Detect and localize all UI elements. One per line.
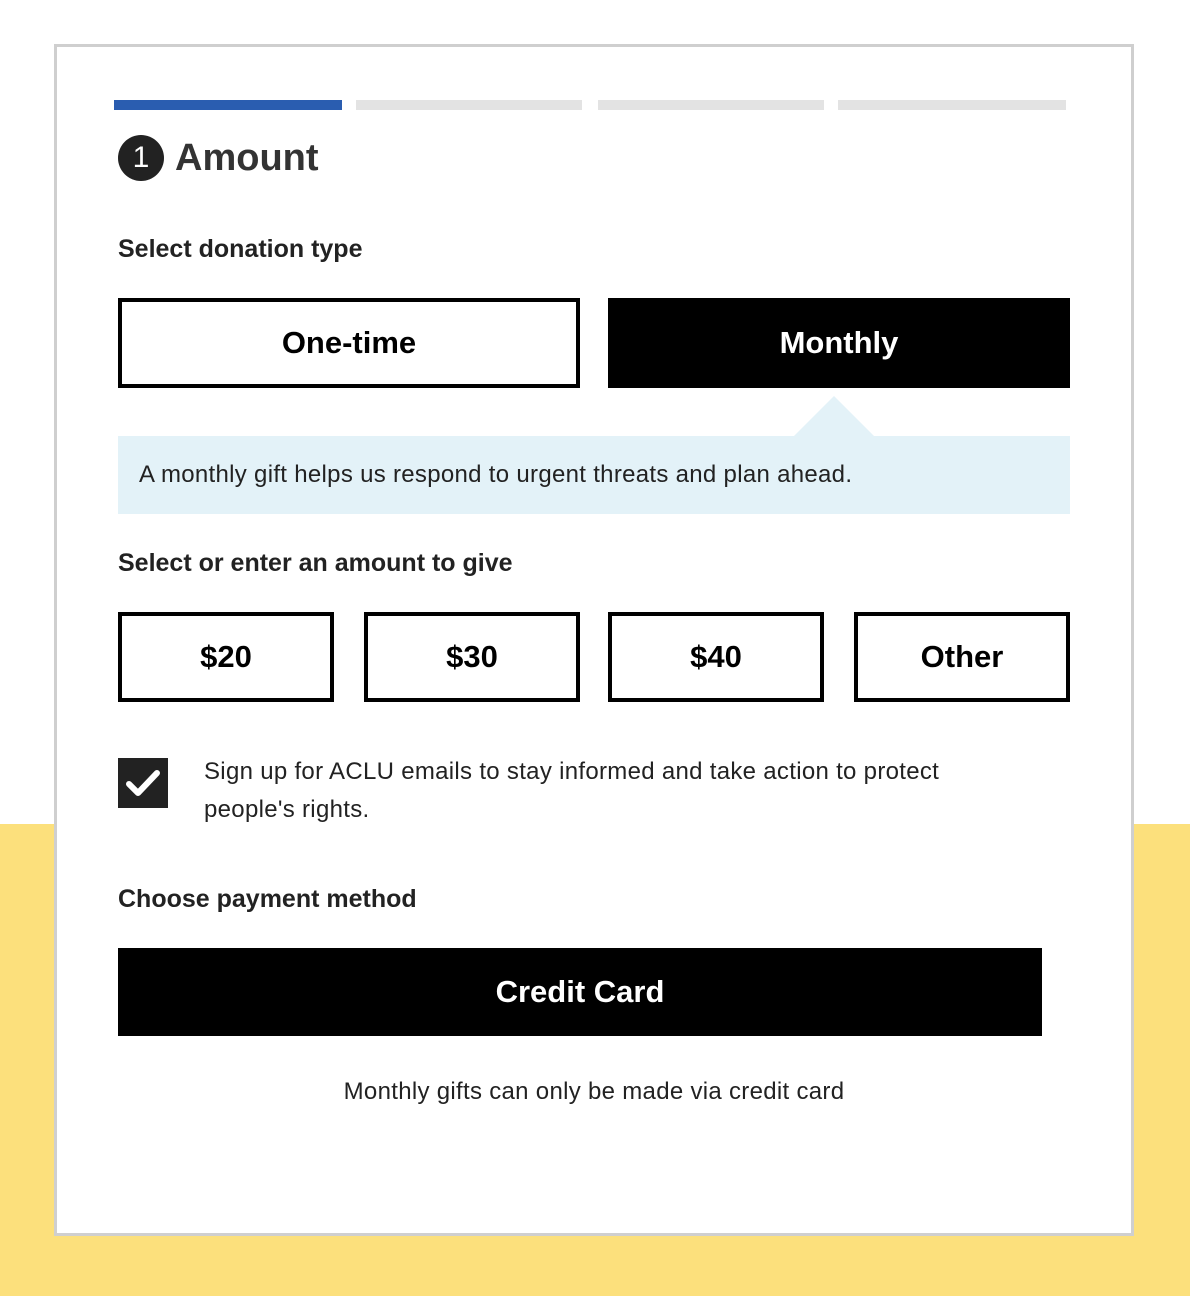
step-title: Amount [175, 136, 319, 179]
monthly-button[interactable]: Monthly [608, 298, 1070, 388]
email-signup-checkbox[interactable] [118, 758, 168, 808]
amount-label: Select or enter an amount to give [118, 549, 513, 577]
step-number-badge: 1 [118, 135, 164, 181]
amount-other-button[interactable]: Other [854, 612, 1070, 702]
checkmark-icon [126, 768, 160, 798]
donation-type-label: Select donation type [118, 235, 363, 263]
info-pointer [794, 396, 874, 436]
step-heading [118, 134, 319, 182]
progress-step-4 [838, 100, 1066, 110]
progress-step-1 [114, 100, 342, 110]
monthly-info-text: A monthly gift helps us respond to urgent threats and plan ahead. [139, 461, 853, 488]
amount-20-button[interactable]: $20 [118, 612, 334, 702]
payment-note: Monthly gifts can only be made via credit card [343, 1078, 845, 1105]
amount-40-button[interactable]: $40 [608, 612, 824, 702]
amount-30-button[interactable]: $30 [364, 612, 580, 702]
email-signup-label: Sign up for ACLU emails to stay informed and take action to protect people's rights. [204, 758, 940, 823]
credit-card-button[interactable]: Credit Card [118, 948, 1042, 1036]
payment-method-label: Choose payment method [118, 885, 417, 913]
monthly-info-box [118, 436, 1070, 514]
one-time-button[interactable]: One-time [118, 298, 580, 388]
progress-step-2 [356, 100, 582, 110]
progress-step-3 [598, 100, 824, 110]
donation-form-card [54, 44, 1134, 1236]
